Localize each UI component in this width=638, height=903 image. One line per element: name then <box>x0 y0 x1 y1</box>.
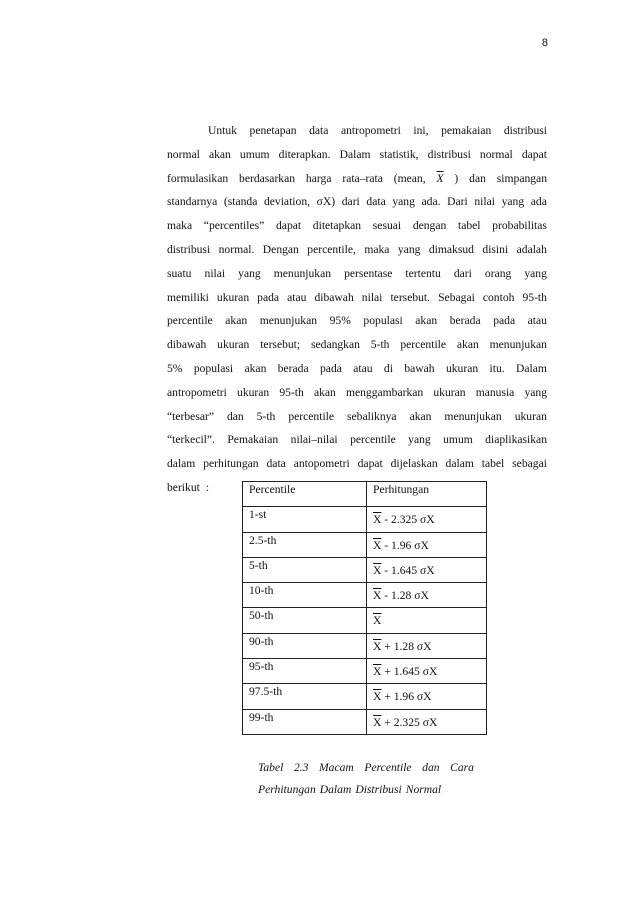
formula-cell <box>367 684 487 709</box>
percentile-cell: 99-th <box>243 709 367 734</box>
table-row <box>243 507 487 532</box>
table-row <box>243 608 487 633</box>
word: yang <box>524 385 547 399</box>
word: probabilitas <box>492 219 547 233</box>
word: akan <box>313 385 336 399</box>
word: yang <box>408 433 431 447</box>
word: percentile, <box>307 242 356 256</box>
word: dan <box>469 171 486 185</box>
column-header-percentile: Percentile <box>243 482 367 507</box>
word: yang <box>238 266 261 280</box>
word: dapat <box>521 147 547 161</box>
word: Dengan <box>262 242 299 256</box>
word: dengan <box>412 219 447 233</box>
caption-word: 2.3 <box>293 761 309 774</box>
table-row <box>243 583 487 608</box>
word: pada <box>257 290 280 304</box>
formula <box>373 538 429 554</box>
caption-word: Distribusi <box>355 783 402 796</box>
word: harga <box>305 171 332 185</box>
word: yang <box>392 195 415 209</box>
paragraph-line <box>167 143 547 167</box>
word: sesuai <box>372 219 402 233</box>
word: normal <box>479 147 513 161</box>
word: umum <box>239 147 270 161</box>
word: ukuran <box>237 385 270 399</box>
formula <box>373 639 432 655</box>
word: ukuran <box>217 338 250 352</box>
word: ditetapkan <box>312 219 362 233</box>
word: dapat <box>357 457 383 471</box>
formula-rest: - 1.28 σX <box>381 589 429 603</box>
formula-cell <box>367 709 487 734</box>
word: berada <box>277 361 309 375</box>
word: data <box>309 124 329 137</box>
word: ini, <box>413 124 429 137</box>
word: ada. <box>421 195 441 209</box>
page-number: 8 <box>541 37 548 49</box>
word: dalam <box>167 457 196 471</box>
word: percentile <box>288 409 335 423</box>
word: percentile <box>167 314 213 328</box>
word: diterapkan. <box>278 147 331 161</box>
word: akan <box>225 314 248 328</box>
word: penetapan <box>249 124 297 137</box>
formula <box>373 613 381 629</box>
formula-rest: - 1.645 σX <box>381 563 435 577</box>
word: rata–rata <box>342 171 383 185</box>
word: deviation, <box>263 195 311 209</box>
word: menggambarkan <box>345 385 424 399</box>
word: dibawah <box>314 290 354 304</box>
word: ukuran <box>433 385 466 399</box>
formula-cell <box>367 557 487 582</box>
word: sebaliknya <box>347 409 397 423</box>
word: sebagai <box>512 457 547 471</box>
word: tabel <box>457 219 481 233</box>
word: “terkecil”. <box>167 433 215 447</box>
word: nilai <box>204 266 226 280</box>
word: populasi <box>193 361 234 375</box>
word: Dalam <box>339 147 371 161</box>
word: atau <box>353 361 373 375</box>
formula-cell <box>367 608 487 633</box>
word: percentile <box>350 433 396 447</box>
word: ukuran <box>514 409 547 423</box>
word: (mean, <box>393 171 426 185</box>
word: maka <box>364 242 390 256</box>
word: 95-th <box>279 385 304 399</box>
mean-symbol: $\overline{X}$ <box>373 690 382 704</box>
word: yang <box>397 242 421 256</box>
word: pada <box>493 314 516 328</box>
table-row <box>243 532 487 557</box>
word: (standa <box>223 195 258 209</box>
formula <box>373 563 435 579</box>
word: atau <box>527 314 547 328</box>
paragraph-line <box>167 428 547 452</box>
word: akan <box>415 314 438 328</box>
word: dimaksud <box>428 242 474 256</box>
formula-cell <box>367 583 487 608</box>
word: data <box>266 457 286 471</box>
paragraph-line <box>167 357 547 381</box>
word: normal <box>167 147 200 161</box>
word: distribusi <box>167 242 211 256</box>
word: memiliki <box>167 290 209 304</box>
word: Untuk <box>208 124 237 137</box>
word: 95-th <box>522 290 547 304</box>
word: Dalam <box>516 361 547 375</box>
paragraph-line <box>167 167 547 191</box>
formula <box>373 512 435 528</box>
word: berdasarkan <box>239 171 296 185</box>
word: 95% <box>329 314 351 328</box>
formula <box>373 715 437 731</box>
word: manusia <box>475 385 515 399</box>
caption-line <box>258 779 474 801</box>
word: pada <box>320 361 342 375</box>
word: distribusi <box>427 147 471 161</box>
word: nilai <box>474 195 495 209</box>
word: atau <box>287 290 307 304</box>
mean-symbol: $\overline{X}$ <box>373 513 382 527</box>
table-caption <box>258 757 474 801</box>
mean-symbol: $\overline{X}$ <box>373 538 382 552</box>
formula-rest: - 1.96 σX <box>381 538 429 552</box>
percentile-cell: 90-th <box>243 633 367 658</box>
body-paragraph <box>167 119 547 500</box>
word: Dari <box>447 195 468 209</box>
column-header-perhitungan: Perhitungan <box>367 482 487 507</box>
paragraph-line <box>167 381 547 405</box>
caption-line <box>258 757 474 779</box>
word: menunjukan <box>444 409 502 423</box>
caption-word: Macam <box>319 761 354 774</box>
word: formulasikan <box>167 171 229 185</box>
paragraph-line <box>167 238 547 262</box>
word: ) <box>454 171 459 185</box>
percentile-cell: 10-th <box>243 583 367 608</box>
table-row <box>243 633 487 658</box>
formula <box>373 664 437 680</box>
word: dibawah <box>167 338 207 352</box>
word: Sebagai <box>438 290 475 304</box>
word: bawah <box>404 361 435 375</box>
word: akan <box>456 338 479 352</box>
word: dari <box>453 266 472 280</box>
word: menunjukan <box>259 314 318 328</box>
word: antopometri <box>293 457 350 471</box>
word: itu. <box>489 361 505 375</box>
word: yang <box>524 266 547 280</box>
word: tersebut; <box>260 338 301 352</box>
table-header-row <box>243 482 487 507</box>
paragraph-line <box>167 452 547 476</box>
percentile-cell: 50-th <box>243 608 367 633</box>
formula-rest: + 1.28 σX <box>381 639 432 653</box>
word: maka <box>167 219 193 233</box>
caption-word: dan <box>422 761 440 774</box>
mean-symbol: $\overline{X}$ <box>373 715 382 729</box>
formula-rest: + 1.645 σX <box>381 665 438 679</box>
percentile-cell: 5-th <box>243 557 367 582</box>
mean-symbol: $\overline{X}$ <box>373 563 382 577</box>
table-row <box>243 557 487 582</box>
word: “percentiles” <box>203 219 265 233</box>
caption-word: Normal <box>405 783 442 796</box>
caption-word: Percentile <box>364 761 412 774</box>
word: percentile <box>400 338 447 352</box>
formula <box>373 689 432 705</box>
table-row <box>243 684 487 709</box>
word: dari <box>341 195 360 209</box>
word: antropometri <box>167 385 227 399</box>
paragraph-line <box>167 214 547 238</box>
paragraph-line <box>167 262 547 286</box>
word: akan <box>409 409 432 423</box>
word: normal. <box>218 242 255 256</box>
word: data <box>366 195 386 209</box>
word: menunjukan <box>489 338 547 352</box>
mean-symbol: $\overline{X}$ <box>373 639 382 653</box>
word: dalam <box>445 457 474 471</box>
word: yang <box>501 195 525 209</box>
word: distribusi <box>503 124 547 137</box>
paragraph-line <box>167 405 547 429</box>
caption-word: Dalam <box>319 783 352 796</box>
word: sedangkan <box>310 338 360 352</box>
table-row <box>243 659 487 684</box>
paragraph-line <box>167 309 547 333</box>
word: tabel <box>481 457 505 471</box>
formula-rest: - 2.325 σX <box>381 513 435 527</box>
word: menunjukan <box>273 266 332 280</box>
word: : <box>205 480 210 494</box>
word: orang <box>484 266 512 280</box>
word: adalah <box>516 242 547 256</box>
word: ukuran <box>216 290 250 304</box>
formula-cell <box>367 507 487 532</box>
word: tertentu <box>405 266 441 280</box>
word: di <box>383 361 393 375</box>
percentile-cell: 2.5-th <box>243 532 367 557</box>
formula-cell <box>367 633 487 658</box>
paragraph-line <box>167 333 547 357</box>
word: “terbesar” <box>167 409 214 423</box>
word: akan <box>244 361 267 375</box>
word: tersebut. <box>390 290 431 304</box>
word: diaplikasikan <box>485 433 547 447</box>
caption-word: Perhitungan <box>258 783 316 796</box>
word: simpangan <box>496 171 547 185</box>
caption-word: Tabel <box>258 761 284 774</box>
caption-word: Cara <box>450 761 474 774</box>
percentile-cell: 97.5-th <box>243 684 367 709</box>
word: ada <box>530 195 547 209</box>
word: 5% <box>167 361 183 375</box>
mean-symbol: $\overline{X}$ <box>373 614 382 628</box>
word: dan <box>226 409 244 423</box>
percentile-cell: 1-st <box>243 507 367 532</box>
word: $\overline{X}$ <box>436 171 444 185</box>
word: 5-th <box>256 409 276 423</box>
word: populasi <box>363 314 403 328</box>
mean-symbol: $\overline{X}$ <box>373 665 382 679</box>
formula <box>373 588 429 604</box>
formula-rest: + 1.96 σX <box>381 690 432 704</box>
word: ukuran <box>445 361 479 375</box>
word: antropometri <box>340 124 401 137</box>
word: 5-th <box>370 338 390 352</box>
word: umum <box>443 433 473 447</box>
word: statistik, <box>379 147 419 161</box>
word: nilai–nilai <box>290 433 338 447</box>
paragraph-line <box>167 119 547 143</box>
word: perhitungan <box>203 457 259 471</box>
word: akan <box>208 147 231 161</box>
mean-symbol: $\overline{X}$ <box>373 589 382 603</box>
word: pemakaian <box>441 124 492 137</box>
word: contoh <box>482 290 515 304</box>
word: Pemakaian <box>227 433 279 447</box>
word: dapat <box>276 219 302 233</box>
word: standarnya <box>167 195 218 209</box>
word: berada <box>449 314 481 328</box>
word: σX) <box>316 195 336 209</box>
word: disini <box>482 242 509 256</box>
formula-cell <box>367 659 487 684</box>
formula-cell <box>367 532 487 557</box>
percentile-cell: 95-th <box>243 659 367 684</box>
word: persentase <box>344 266 393 280</box>
paragraph-line <box>167 286 547 310</box>
word: berikut <box>167 480 200 494</box>
word: nilai <box>361 290 383 304</box>
paragraph-line <box>167 190 547 214</box>
word: dijelaskan <box>390 457 438 471</box>
word: suatu <box>167 266 192 280</box>
formula-rest: + 2.325 σX <box>381 715 438 729</box>
table-row <box>243 709 487 734</box>
percentile-table <box>242 481 487 735</box>
